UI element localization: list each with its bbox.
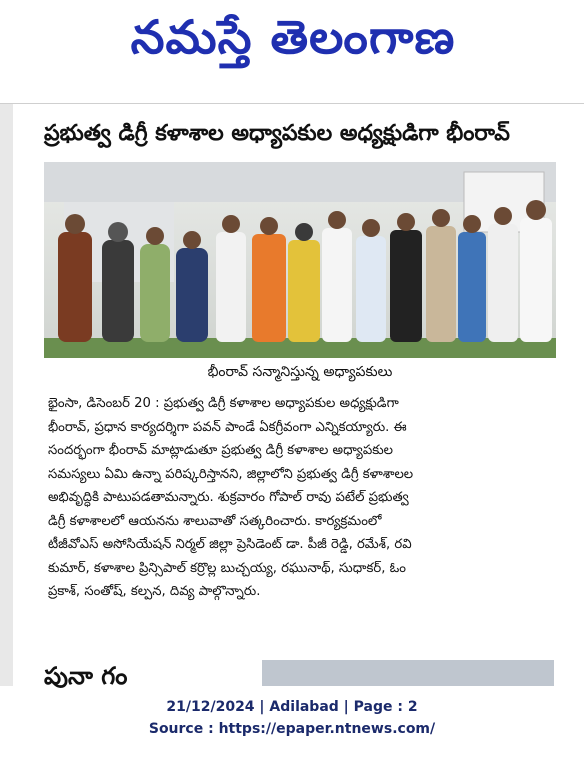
group-photo-image <box>44 162 556 358</box>
edition-info: 21/12/2024 | Adilabad | Page : 2 <box>166 699 418 715</box>
article-headline: ప్రభుత్వ డిగ్రీ కళాశాల అధ్యాపకుల అధ్యక్షుడిగా భీంరావ్ <box>44 121 510 146</box>
next-article-photo <box>262 660 554 686</box>
body-line: భీంరావ్, ప్రధాన కార్యదర్శిగా పవన్ పాండే ఏకగ్రీవంగా ఎన్నికయ్యారు. ఈ <box>48 419 407 435</box>
divider <box>0 103 584 104</box>
body-line: సమస్యలు ఏమి ఉన్నా పరిష్కరిస్తానని, జిల్లాలోని ప్రభుత్వ డిగ్రీ కళాశాలల <box>48 466 414 482</box>
body-line: ప్రకాశ్, సంతోష్, కల్పన, దివ్య పాల్గొన్నారు. <box>48 584 261 599</box>
article-body <box>48 392 554 604</box>
photo-caption: భీంరావ్ సన్మానిస్తున్న అధ్యాపకులు <box>207 364 393 380</box>
page-footer <box>0 696 584 740</box>
body-line: అభివృద్ధికి పాటుపడతామన్నారు. శుక్రవారం గోపాల్ రావు పటేల్ ప్రభుత్వ <box>48 490 409 505</box>
body-line: సందర్భంగా భీంరావ్ మాట్లాడుతూ ప్రభుత్వ డిగ్రీ కళాశాల అధ్యాపకుల <box>48 443 393 458</box>
next-article-headline: పునా గం <box>44 662 128 690</box>
article-photo <box>44 162 556 358</box>
source-link[interactable]: Source : https://epaper.ntnews.com/ <box>148 721 436 737</box>
body-line: టీజీవోఎస్ అసోసియేషన్ నిర్మల్ జిల్లా ప్రెసిడెంట్ డా. పీజీ రెడ్డి, రమేశ్, రవి <box>48 537 412 552</box>
newspaper-logo: నమస్తే తెలంగాణ <box>130 10 456 64</box>
page-margin <box>0 104 13 686</box>
body-line: భైంసా, డిసెంబర్ 20 : ప్రభుత్వ డిగ్రీ కళాశాల అధ్యాపకుల అధ్యక్షుడిగా <box>48 396 399 411</box>
masthead <box>0 0 584 78</box>
body-line: డిగ్రీ కళాశాలలో ఆయనను శాలువాతో సత్కరించారు. కార్యక్రమంలో <box>48 513 382 529</box>
body-line: కుమార్, కళాశాల ప్రిన్సిపాల్ కర్రొల్ల బుచ్చయ్య, రఘునాథ్, సుధాకర్, ఓం <box>48 560 406 576</box>
